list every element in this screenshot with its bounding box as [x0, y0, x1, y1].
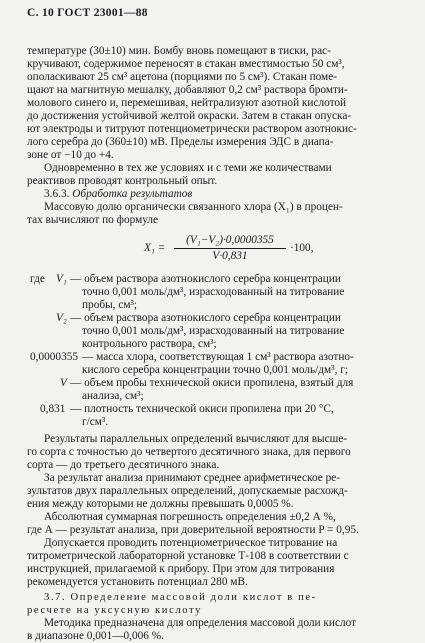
text-line: лого серебра до (360±10) мВ. Пределы измерения ЭДС в диапа- [27, 136, 334, 148]
formula-rhs: ·100, [290, 242, 314, 254]
text-line: реактивов проводят контрольный опыт. [27, 175, 218, 187]
text-line: Одновременно в тех же условиях и с теми же количествами [44, 162, 332, 174]
section-number: 3.6.3. [44, 188, 70, 200]
page-header: С. 10 ГОСТ 23001—88 [27, 7, 148, 19]
legend-symbol: V [60, 377, 67, 389]
legend-line: — объем пробы технической окиси пропилена, взятый для [70, 377, 354, 389]
text-line: где А — результат анализа, при доверительной вероятности P = 0,95. [27, 524, 359, 536]
text-line: кручивают, содержимое переносят в стакан вместимостью 50 см³, [27, 58, 345, 70]
text-line: инструкцией, прилагаемой к прибору. При этом для титрования [27, 563, 335, 575]
text-line: зультатов двух параллельных определений, допускаемые расхожд- [27, 485, 348, 497]
legend-line: кислого серебра концентрации точно 0,001 моль/дм³, г; [82, 364, 349, 376]
text-line: Допускается проводить потенциометрическое титрование на [44, 537, 338, 549]
formula-numerator: (V₁−V₂)·0,0000355 [186, 234, 274, 246]
text-line: За результат анализа принимают среднее арифметическое ре- [44, 472, 341, 484]
legend-line: — масса хлора, соответствующая 1 см³ раствора азотно- [82, 351, 354, 363]
text-line: молового синего и, перемешивая, нейтрализуют азотной кислотой [27, 97, 347, 109]
legend-symbol: V₂ [56, 312, 67, 324]
text-line: зоне от −10 до +4. [27, 149, 114, 161]
text-line: температуре (30±10) мин. Бомбу вновь помещают в тиски, рас- [27, 45, 331, 57]
legend-line: — плотность технической окиси пропилена при 20 °С, [70, 403, 334, 415]
legend-symbol: 0,831 [40, 403, 66, 415]
text-line: до достижения устойчивой желтой окраски. Затем в стакан опуска- [27, 110, 352, 122]
text-line: Результаты параллельных определений вычисляют для высше- [44, 433, 348, 445]
legend-where: где [30, 273, 45, 285]
text-line: Методика предназначена для определения массовой доли кислот [44, 617, 357, 629]
text-line: Абсолютная суммарная погрешность определения ±0,2 А %, [44, 511, 336, 523]
legend-line: — объем раствора азотнокислого серебра концентрации [70, 312, 341, 324]
text-line: тах вычисляют по формуле [27, 214, 159, 226]
text-line: щают на магнитную мешалку, добавляют 0,2 см³ раствора бромти- [27, 84, 348, 96]
formula-lhs: X₁ = [144, 242, 166, 254]
section-title: Обработка результатов [72, 188, 193, 200]
legend-line: пробы, см³; [82, 299, 138, 311]
formula [144, 230, 344, 266]
legend-line: г/см³. [82, 416, 109, 428]
text-line: в диапазоне 0,001—0,006 %. [27, 630, 164, 642]
legend-symbol: V₁ [56, 273, 67, 285]
section-heading: 3.7. Определение массовой доли кислот в пе- [44, 592, 317, 603]
text-line: титрометрической лабораторной установке Т-108 в соответствии с [27, 550, 349, 562]
text-line: го сорта с точностью до четвертого десятичного знака, для первого [27, 446, 351, 458]
text-line: ополаскивают 25 см³ ацетона (порциями по 5 см³). Стакан поме- [27, 71, 337, 83]
section-heading [44, 188, 192, 201]
legend-symbol: 0,0000355 [30, 351, 79, 363]
formula-denominator: V·0,831 [212, 250, 248, 262]
legend-line: — объем раствора азотнокислого серебра концентрации [70, 273, 341, 285]
text-line: рекомендуется установить потенциал 280 мВ. [27, 576, 248, 588]
legend-line: контрольного раствора, см³; [82, 338, 217, 350]
text-line: Массовую долю органически связанного хлора (X₁) в процен- [44, 201, 343, 213]
legend-line: анализа, см³; [82, 390, 144, 402]
fraction-bar [174, 248, 286, 249]
section-heading: ресчете на уксусную кислоту [27, 605, 203, 616]
text-line: ют электроды и титруют потенциометрически раствором азотнокис- [27, 123, 357, 135]
legend-line: точно 0,001 моль/дм³, израсходованный на титрование [82, 325, 345, 337]
text-line: ения между которыми не должны превышать 0,0005 %. [27, 498, 294, 510]
text-line: сорта — до третьего десятичного знака. [27, 459, 220, 471]
legend-line: точно 0,001 моль/дм³, израсходованный на титрование [82, 286, 345, 298]
